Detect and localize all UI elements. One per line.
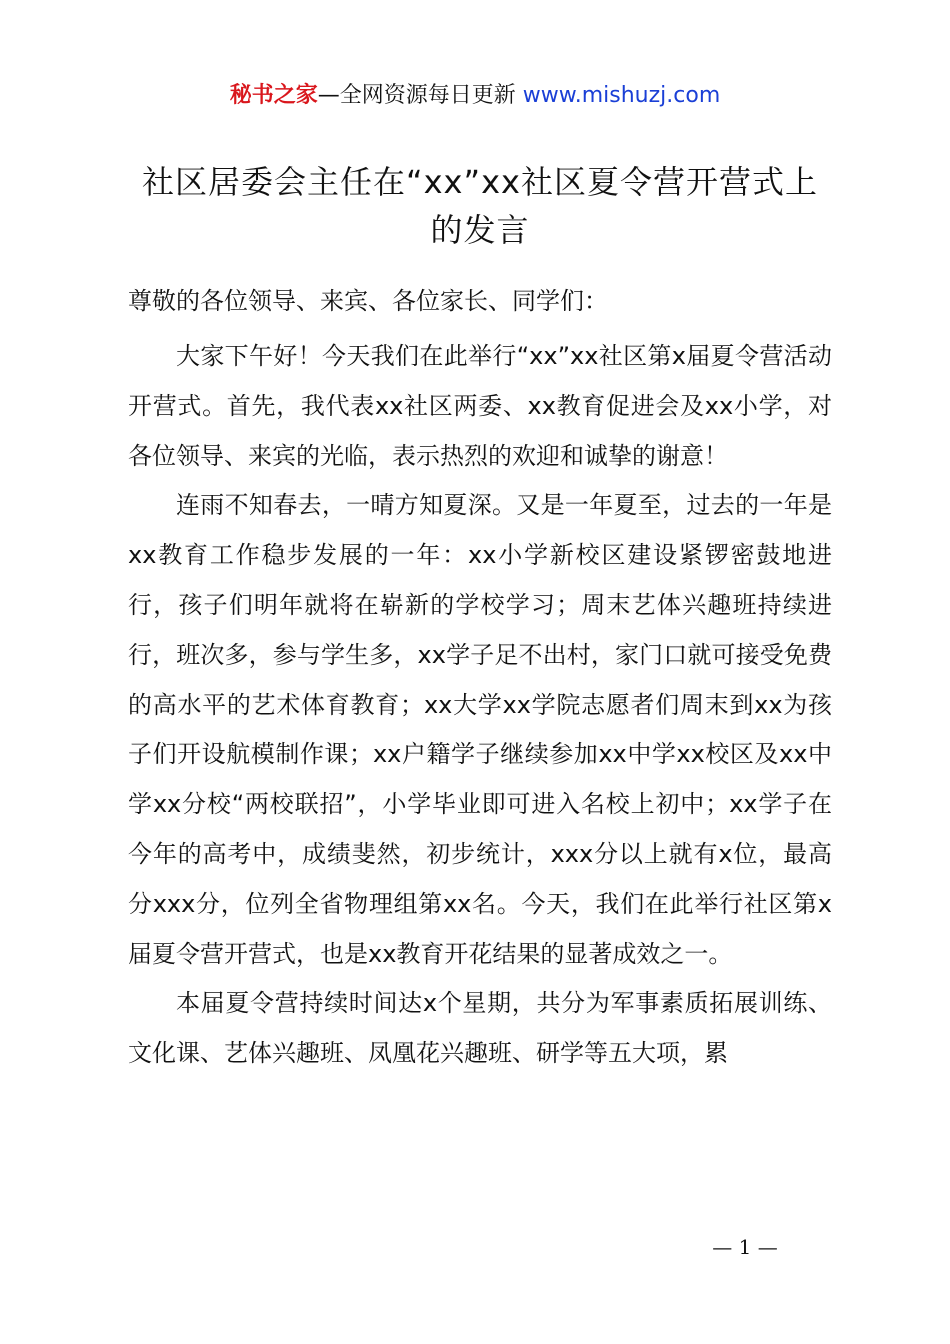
brand-name: 秘书之家 xyxy=(229,83,318,108)
document-title: 社区居委会主任在“xx”xx社区夏令营开营式上的发言 xyxy=(142,163,818,249)
paragraph: 本届夏令营持续时间达x个星期，共分为军事素质拓展训练、文化课、艺体兴趣班、凤凰花兴趣班、研学等五大项，累 xyxy=(128,989,832,1068)
banner-tagline: —全网资源每日更新 xyxy=(317,83,516,108)
paragraph: 大家下午好！今天我们在此举行“xx”xx社区第x届夏令营活动开营式。首先，我代表xx社区两委、xx教育促进会及xx小学，对各位领导、来宾的光临，表示热烈的欢迎和诚挚的谢意！ xyxy=(128,342,832,470)
document-body xyxy=(128,332,832,1079)
site-url-link[interactable]: www.mishuzj.com xyxy=(522,83,721,108)
page-number: — 1 — xyxy=(712,1235,778,1259)
site-banner xyxy=(0,80,950,112)
paragraph: 连雨不知春去，一晴方知夏深。又是一年夏至，过去的一年是xx教育工作稳步发展的一年：xx小学新校区建设紧锣密鼓地进行，孩子们明年就将在崭新的学校学习；周末艺体兴趣班持续进行，班次多，参与学生多，xx学子足不出村，家门口就可接受免费的高水平的艺术体育教育；xx大学xx学院志愿者们周末到xx为孩子们开设航模制作课；xx户籍学子继续参加xx中学xx校区及xx中学xx分校“两校联招”，小学毕业即可进入名校上初中；xx学子在今年的高考中，成绩斐然，初步统计，xxx分以上就有x位，最高分xxx分，位列全省物理组第xx名。今天，我们在此举行社区第x届夏令营开营式，也是xx教育开花结果的显著成效之一。 xyxy=(128,491,832,968)
salutation: 尊敬的各位领导、来宾、各位家长、同学们： xyxy=(128,287,608,315)
